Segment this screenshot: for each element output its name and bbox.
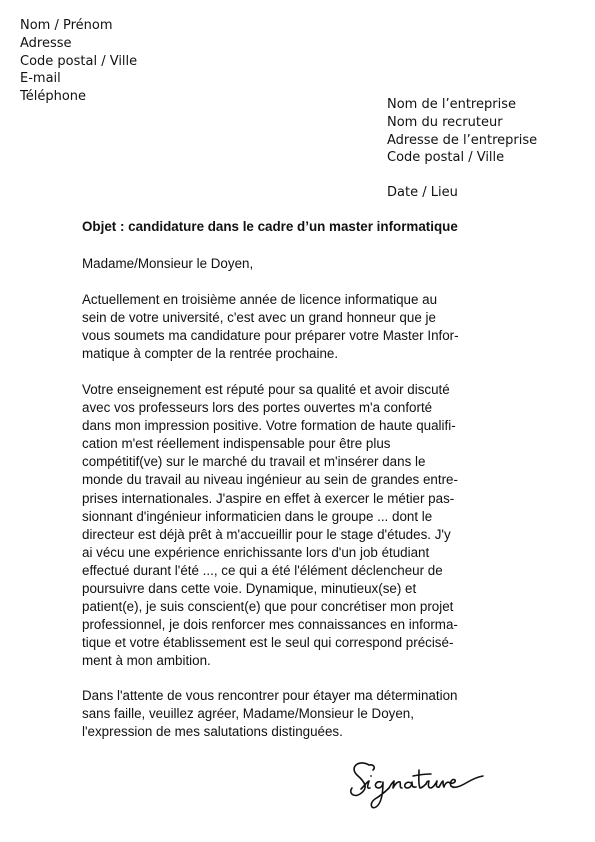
paragraph-line: sionnant d'ingénieur informaticien dans le groupe ... dont le [82,508,433,524]
recipient-company: Nom de l’entreprise [387,97,516,112]
sender-phone: Téléphone [20,89,87,105]
paragraph-line: ment à mon ambition. [82,653,211,669]
paragraph-line: cation m'est réellement indispensable pour être plus [82,436,391,452]
sender-email: E-mail [20,71,61,87]
paragraph-line: sein de votre université, c'est avec un grand honneur que je [82,310,436,326]
paragraph-line: dans mon impression positive. Votre formation de haute qualifi- [82,418,456,434]
paragraph-line: professionnel, je dois renforcer mes connaissances en informa- [82,617,458,633]
recipient-recruiter: Nom du recruteur [387,114,503,130]
letter-greeting: Madame/Monsieur le Doyen, [82,256,254,271]
paragraph-line: directeur est déjà prêt à m'accueillir pour le stage d'études. J'y [82,526,451,542]
paragraph-line: effectué durant l'été ..., ce qui a été l'élément déclencheur de [82,562,443,578]
paragraph-line: matique à compter de la rentrée prochaine. [82,346,339,362]
sender-postal-city: Code postal / Ville [20,53,138,69]
paragraph-line: avec vos professeurs lors des portes ouvertes m'a conforté [82,400,433,416]
paragraph-line: ai vécu une expérience enrichissante lors d'un job étudiant [82,544,430,560]
sender-name: Nom / Prénom [20,18,113,33]
paragraph-intro [82,291,459,363]
recipient-postal-city: Code postal / Ville [387,150,505,166]
paragraph-line: l'expression de mes salutations distinguées. [82,724,343,740]
paragraph-line: tique et votre établissement est le seul qui correspond précisé- [82,635,454,651]
paragraph-line: Votre enseignement est réputé pour sa qualité et avoir discuté [82,382,450,397]
paragraph-line: prises internationales. J'aspire en effet à exercer le métier pas- [82,490,455,506]
paragraph-line: Actuellement en troisième année de licence informatique au [82,292,438,307]
paragraph-line: sans faille, veuillez agréer, Madame/Monsieur le Doyen, [82,706,414,722]
recipient-address-block [387,96,537,167]
paragraph-motivation [82,381,458,671]
handwritten-signature [345,755,490,815]
paragraph-line: compétitif(ve) sur le marché du travail et m'insérer dans le [82,454,426,470]
paragraph-line: monde du travail au niveau ingénieur au sein de grandes entre- [82,472,458,488]
paragraph-line: Dans l'attente de vous rencontrer pour étayer ma détermination [82,688,458,703]
date-place: Date / Lieu [387,185,458,200]
sender-address-block [20,17,137,106]
paragraph-line: vous soumets ma candidature pour préparer votre Master Infor- [82,328,459,344]
recipient-address: Adresse de l’entreprise [387,132,538,148]
paragraph-line: patient(e), je suis conscient(e) que pour concrétiser mon projet [82,599,454,615]
sender-address: Adresse [20,35,72,51]
letter-subject: Objet : candidature dans le cadre d’un master informatique [82,219,458,234]
paragraph-closing [82,687,457,741]
paragraph-line: poursuivre dans cette voie. Dynamique, minutieux(se) et [82,581,417,597]
